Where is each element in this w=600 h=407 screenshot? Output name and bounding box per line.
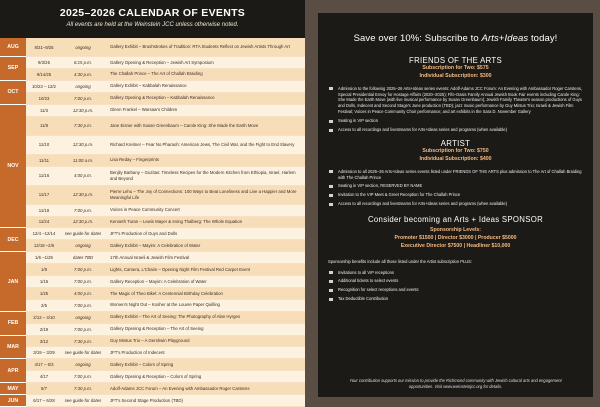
benefit-item bbox=[328, 201, 583, 207]
sponsor-benefits-list bbox=[328, 270, 583, 303]
event-time: 12:30 p.m. bbox=[72, 107, 94, 113]
bullet-square-icon bbox=[329, 170, 333, 173]
event-title: The Challah Prince – The Art of Challah Braiding bbox=[110, 71, 203, 77]
event-title: Gallery Opening & Reception – Jewish Art Symposium bbox=[110, 59, 214, 65]
event-date: 9/14/25 bbox=[36, 71, 52, 77]
event-date: 1/15 bbox=[39, 278, 49, 284]
event-time: see guide for dates bbox=[64, 398, 102, 404]
calendar-title: 2025–2026 CALENDAR OF EVENTS bbox=[59, 7, 246, 19]
event-time: 7:30 p.m. bbox=[74, 123, 92, 129]
month-label: JAN bbox=[0, 252, 26, 312]
event-date: 3/12 bbox=[39, 338, 49, 344]
event-row bbox=[26, 276, 305, 288]
artist-price-two: Subscription for Two: $750 bbox=[422, 148, 489, 155]
subscribe-panel bbox=[318, 13, 593, 397]
event-title: JFT's Second Stage Production (TBD) bbox=[110, 397, 183, 403]
subscribe-title: Save over 10%: Subscribe to Arts+Ideas today! bbox=[353, 33, 558, 44]
month-group bbox=[0, 252, 305, 312]
event-date: 9/3/25 bbox=[38, 59, 50, 65]
event-time: ongoing bbox=[75, 83, 91, 89]
event-time: 7:00 p.m. bbox=[74, 267, 92, 273]
event-date: 12/18 –2/6 bbox=[33, 243, 55, 249]
benefit-text: Invitations to all VIP receptions bbox=[338, 269, 394, 275]
event-row bbox=[26, 217, 305, 229]
event-title: Kenneth Turan – Lewis Mayer & Irving Thalberg: The Whole Equation bbox=[110, 219, 243, 225]
sponsor-levels-line2: Executive Director $7500 | Headliner $10,000 bbox=[400, 242, 511, 249]
event-date: 11/11 bbox=[38, 157, 50, 163]
event-time: 4:00 p.m. bbox=[74, 173, 92, 179]
event-title: Gallery Reception – Mayim: A Celebration of Water bbox=[110, 278, 207, 284]
calendar-table bbox=[0, 38, 305, 407]
event-title: Lights, Camera, L'Chaim – Opening Night Film Festival Red Carpet Event bbox=[110, 266, 251, 272]
event-title: Gallery Opening & Reception – Colors of Spring bbox=[110, 373, 202, 379]
event-row bbox=[26, 288, 305, 300]
sponsor-heading: Consider becoming an Arts + Ideas SPONSOR bbox=[367, 215, 544, 225]
benefit-text: Additional tickets to select events bbox=[338, 278, 399, 284]
friends-price-two: Subscription for Two: $575 bbox=[422, 65, 489, 71]
event-date: 12/4 –12/14 bbox=[32, 231, 56, 237]
benefit-item bbox=[328, 86, 583, 116]
month-group bbox=[0, 359, 305, 383]
event-row bbox=[26, 383, 305, 395]
benefit-item bbox=[328, 118, 583, 124]
month-label: MAR bbox=[0, 336, 26, 360]
event-time: 12:30 p.m. bbox=[72, 219, 94, 225]
event-time: 7:00 p.m. bbox=[74, 302, 92, 308]
event-time: 7:00 p.m. bbox=[74, 207, 92, 213]
friends-heading: FRIENDS OF THE ARTS bbox=[409, 56, 502, 65]
benefit-item bbox=[328, 287, 583, 293]
event-row bbox=[26, 300, 305, 312]
footer-note: Your contribution supports our mission to provide the Richmond community with Jewish cultural arts and engagement opportunities. Visit www.weinsteinjcc.org for details. bbox=[349, 377, 562, 389]
event-row bbox=[26, 69, 305, 81]
event-time: ongoing bbox=[75, 44, 91, 50]
event-time: 12:30 p.m. bbox=[72, 142, 94, 148]
event-title: Gallery Exhibit – Kabbalah Renaissance bbox=[110, 83, 187, 89]
month-label: FEB bbox=[0, 312, 26, 336]
month-group bbox=[0, 81, 305, 105]
event-row bbox=[26, 155, 305, 167]
event-row bbox=[26, 371, 305, 383]
month-group bbox=[0, 336, 305, 360]
month-label: JUN bbox=[0, 395, 26, 407]
bullet-square-icon bbox=[329, 129, 333, 132]
event-title: The Magic of Theo Bikel: A Centennial Birthday Celebration bbox=[110, 290, 223, 296]
bullet-square-icon bbox=[329, 194, 333, 197]
event-time: 7:00 p.m. bbox=[74, 374, 92, 380]
month-group bbox=[0, 312, 305, 336]
event-time: dates TBD bbox=[72, 255, 94, 261]
event-title: Pierre Lehu – The Joy of Connections: 100 Ways to Beat Loneliness and Live a Happier and More Meaningful Life bbox=[110, 188, 297, 200]
event-time: 7:30 p.m. bbox=[74, 386, 92, 392]
event-time: see guide for dates bbox=[64, 231, 102, 237]
benefit-text: Access to all recordings and livestreams for Arts+Ideas series and programs (when available) bbox=[338, 201, 507, 207]
benefit-text: Access to all recordings and livestreams for Arts+Ideas series and programs (when available) bbox=[338, 127, 507, 133]
event-date: 3/19 – 3/29 bbox=[33, 350, 55, 356]
event-time: 4:30 p.m. bbox=[74, 71, 92, 77]
event-time: 7:00 p.m. bbox=[74, 278, 92, 284]
event-date: 11/17 bbox=[38, 192, 50, 198]
benefit-item bbox=[328, 183, 583, 189]
event-date: 10/23 – 12/2 bbox=[32, 83, 56, 89]
event-title: Gallery Exhibit – Colors of Spring bbox=[110, 361, 174, 367]
event-row bbox=[26, 93, 305, 105]
event-title: Gallery Exhibit – Brushstrokes of Tradition: RTA Students Reflect on Jewish Artists Through Art bbox=[110, 44, 290, 50]
event-time: ongoing bbox=[75, 314, 91, 320]
event-date: 1/8 bbox=[41, 267, 47, 273]
artist-benefits-list bbox=[328, 169, 583, 208]
month-label: DEC bbox=[0, 228, 26, 252]
event-title: 17th Annual Israeli & Jewish Film Festival bbox=[110, 254, 190, 260]
month-label: APR bbox=[0, 359, 26, 383]
event-date: 11/10 bbox=[38, 142, 50, 148]
event-time: see guide for dates bbox=[64, 350, 102, 356]
calendar-subtitle: All events are held at the Weinstein JCC unless otherwise noted. bbox=[66, 22, 239, 28]
bullet-square-icon bbox=[329, 298, 333, 301]
event-time: ongoing bbox=[75, 243, 91, 249]
sponsor-intro: Sponsorship benefits include all those listed under the Artist subscription PLUS: bbox=[328, 258, 473, 264]
bullet-square-icon bbox=[329, 87, 333, 90]
event-title: Guy Mintus Trio – A Gershwin Playground bbox=[110, 338, 190, 344]
bullet-square-icon bbox=[329, 271, 333, 274]
event-row bbox=[26, 81, 305, 93]
event-row bbox=[26, 264, 305, 276]
event-title: Gallery Exhibit – Mayim: A Celebration of Water bbox=[110, 242, 201, 248]
event-row bbox=[26, 105, 305, 117]
event-date: 11/18 bbox=[38, 207, 50, 213]
event-title: Gallery Opening & Reception – Kabbalah Renaissance bbox=[110, 95, 215, 101]
month-label: MAY bbox=[0, 383, 26, 395]
event-time: ongoing bbox=[75, 362, 91, 368]
event-time: 7:30 p.m. bbox=[74, 338, 92, 344]
event-date: 1/25 bbox=[39, 290, 49, 296]
event-row bbox=[26, 38, 305, 57]
event-time: 11:00 a.m. bbox=[73, 157, 93, 163]
event-row bbox=[26, 117, 305, 136]
event-row bbox=[26, 186, 305, 205]
friends-benefits-list bbox=[328, 86, 583, 133]
event-row bbox=[26, 336, 305, 348]
month-group bbox=[0, 57, 305, 81]
event-row bbox=[26, 252, 305, 264]
event-time: 7:00 p.m. bbox=[74, 326, 92, 332]
event-date: 5/7 bbox=[41, 386, 47, 392]
event-row bbox=[26, 205, 305, 217]
event-date: 2/5 bbox=[41, 302, 47, 308]
event-time: 4:00 p.m. bbox=[74, 290, 92, 296]
month-group bbox=[0, 383, 305, 395]
month-label: NOV bbox=[0, 105, 26, 229]
bullet-square-icon bbox=[329, 289, 333, 292]
event-date: 11/3 bbox=[39, 107, 49, 113]
event-title: Gallery Opening & Reception – The Art of Seeing bbox=[110, 326, 204, 332]
event-date: 8/21–9/25 bbox=[34, 44, 54, 50]
event-date: 6/17 – 6/28 bbox=[33, 398, 55, 404]
event-date: 11/8 bbox=[39, 123, 49, 129]
benefit-item bbox=[328, 169, 583, 181]
event-date: 2/19 bbox=[39, 326, 49, 332]
bullet-square-icon bbox=[329, 280, 333, 283]
month-label: SEP bbox=[0, 57, 26, 81]
month-label: OCT bbox=[0, 81, 26, 105]
benefit-text: Admission to the following 2025–26 Arts+Ideas series events: Adolf-Adams JCC Forum: An Evening with Ambassador Roger Carstens, Special Presidential Envoy for Hostage Affairs (2020–2025); Fife-Oasis Family Annual Jewish Book Fair events including Carole King: She Made the Earth Move (with live musical performance by Susan Greenbaum); Jewish Family Theatre's season productions of Guys and Dolls, Indecent and Second Stage's June production (TBD); jazz music performance by Guy Mintus Trio; Israeli & Jewish Film Festival; Voices in Peace Community Choir performance; and art exhibits in the Sara D. November Gallery bbox=[338, 85, 583, 115]
month-label: AUG bbox=[0, 38, 26, 57]
event-row bbox=[26, 167, 305, 186]
benefit-item bbox=[328, 127, 583, 133]
friends-price-individual: Individual Subscription: $300 bbox=[419, 72, 492, 79]
event-row bbox=[26, 57, 305, 69]
benefit-text: Tax Deductible Contribution bbox=[338, 296, 389, 302]
sponsor-levels-line1: Promoter $1500 | Director $3000 | Producer $5000 bbox=[394, 235, 517, 242]
benefit-item bbox=[328, 270, 583, 276]
event-date: 10/23 bbox=[38, 95, 50, 101]
event-row bbox=[26, 240, 305, 252]
event-row bbox=[26, 136, 305, 155]
event-date: 1/6 –1/25 bbox=[35, 255, 53, 261]
event-title: JFT's Production of Indecent bbox=[110, 350, 165, 356]
event-row bbox=[26, 312, 305, 324]
benefit-text: Invitation to the VIP Meet & Greet Reception for The Challah Prince bbox=[338, 192, 461, 198]
event-title: Gallery Exhibit – The Art of Seeing: The Photography of Alan Hyrges bbox=[110, 314, 241, 320]
month-group bbox=[0, 395, 305, 407]
sponsor-levels-title: Sponsorship Levels: bbox=[429, 227, 482, 234]
month-group bbox=[0, 38, 305, 57]
event-date: 11/24 bbox=[38, 219, 50, 225]
event-date: 4/17 – 6/3 bbox=[34, 362, 54, 368]
event-date: 2/12 – 4/10 bbox=[33, 314, 55, 320]
benefit-item bbox=[328, 192, 583, 198]
event-row bbox=[26, 324, 305, 336]
event-date: 11/16 bbox=[38, 173, 50, 179]
event-title: Richard Kreitner – Fear No Pharaoh: American Jews, The Civil War, and the Fight to End Slavery bbox=[110, 141, 295, 147]
benefit-text: Seating in VIP section bbox=[338, 118, 378, 124]
event-time: 6:15 p.m. bbox=[74, 59, 92, 65]
benefit-item bbox=[328, 278, 583, 284]
event-title: Jane Eisner with Susan Greenbaum – Carole King: She Made the Earth Move bbox=[110, 122, 259, 128]
benefit-text: Recognition for select receptions and events bbox=[338, 287, 419, 293]
event-row bbox=[26, 228, 305, 240]
month-group bbox=[0, 105, 305, 229]
event-title: Voices in Peace Community Concert bbox=[110, 207, 180, 213]
artist-heading: ARTIST bbox=[440, 139, 471, 149]
event-row bbox=[26, 359, 305, 371]
month-group bbox=[0, 228, 305, 252]
benefit-item bbox=[328, 296, 583, 302]
event-title: Glenn Frankel – Warsaw's Children bbox=[110, 107, 178, 113]
benefit-text: Admission to all 2025–26 Arts+Ideas series events listed under FRIENDS OF THE ARTS plus admission to The Art of Challah Braiding with The Challah Prince bbox=[338, 168, 582, 180]
bullet-square-icon bbox=[329, 203, 333, 206]
artist-price-individual: Individual Subscription: $400 bbox=[419, 155, 492, 162]
event-time: 12:30 p.m. bbox=[72, 192, 94, 198]
bullet-square-icon bbox=[329, 120, 333, 123]
event-row bbox=[26, 347, 305, 359]
event-title: Adolf-Adams JCC Forum – An Evening with Ambassador Roger Carstens bbox=[110, 385, 250, 391]
event-title: Women's Night Out – Kosher at the Louvre Paper Quilling bbox=[110, 302, 220, 308]
event-title: JFT's Production of Guys and Dolls bbox=[110, 230, 178, 236]
event-date: 4/17 bbox=[39, 374, 49, 380]
bullet-square-icon bbox=[329, 185, 333, 188]
event-time: 7:00 p.m. bbox=[74, 95, 92, 101]
event-title: Benjily Barbany – Guzitas: Timeless Recipes for the Modern Kitchen from Ethiopia, Israel, Harlem and Beyond bbox=[110, 169, 296, 181]
event-title: Lisa Reday – Fingerprints bbox=[110, 157, 159, 163]
benefit-text: Seating in VIP section, RESERVED BY NAME bbox=[338, 183, 423, 189]
event-row bbox=[26, 395, 305, 407]
calendar-header bbox=[0, 0, 305, 38]
